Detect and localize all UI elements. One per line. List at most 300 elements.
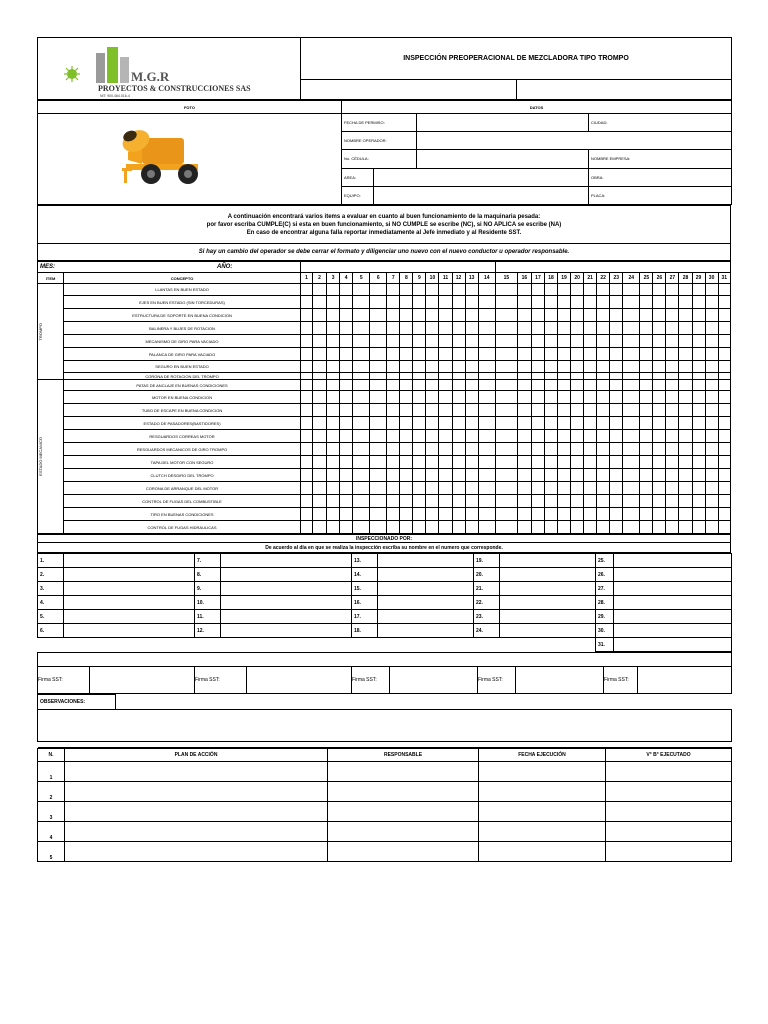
inspector-name-field[interactable] [614, 596, 732, 610]
check-cell[interactable] [517, 430, 531, 443]
check-cell[interactable] [413, 391, 426, 404]
check-cell[interactable] [640, 335, 653, 348]
check-cell[interactable] [666, 404, 679, 417]
check-cell[interactable] [400, 335, 413, 348]
check-cell[interactable] [544, 296, 557, 309]
check-cell[interactable] [653, 417, 666, 430]
check-cell[interactable] [597, 482, 610, 495]
check-cell[interactable] [623, 417, 640, 430]
check-cell[interactable] [610, 296, 623, 309]
check-cell[interactable] [558, 373, 571, 380]
check-cell[interactable] [558, 309, 571, 322]
check-cell[interactable] [718, 430, 730, 443]
check-cell[interactable] [370, 284, 387, 296]
check-cell[interactable] [679, 322, 692, 335]
check-cell[interactable] [584, 284, 597, 296]
check-cell[interactable] [623, 456, 640, 469]
check-cell[interactable] [327, 456, 340, 469]
check-cell[interactable] [495, 309, 517, 322]
check-cell[interactable] [653, 361, 666, 373]
check-cell[interactable] [653, 495, 666, 508]
check-cell[interactable] [584, 456, 597, 469]
check-cell[interactable] [340, 404, 353, 417]
check-cell[interactable] [327, 482, 340, 495]
check-cell[interactable] [413, 309, 426, 322]
check-cell[interactable] [301, 404, 313, 417]
check-cell[interactable] [653, 521, 666, 534]
check-cell[interactable] [640, 443, 653, 456]
check-cell[interactable] [400, 284, 413, 296]
check-cell[interactable] [370, 380, 387, 391]
check-cell[interactable] [400, 361, 413, 373]
check-cell[interactable] [571, 482, 584, 495]
check-cell[interactable] [653, 373, 666, 380]
check-cell[interactable] [478, 508, 495, 521]
check-cell[interactable] [679, 309, 692, 322]
check-cell[interactable] [495, 469, 517, 482]
check-cell[interactable] [439, 284, 452, 296]
check-cell[interactable] [465, 417, 478, 430]
check-cell[interactable] [623, 373, 640, 380]
check-cell[interactable] [597, 380, 610, 391]
check-cell[interactable] [584, 482, 597, 495]
check-cell[interactable] [623, 322, 640, 335]
check-cell[interactable] [387, 391, 400, 404]
check-cell[interactable] [679, 404, 692, 417]
check-cell[interactable] [640, 430, 653, 443]
check-cell[interactable] [544, 322, 557, 335]
check-cell[interactable] [531, 456, 544, 469]
check-cell[interactable] [370, 322, 387, 335]
check-cell[interactable] [679, 508, 692, 521]
check-cell[interactable] [353, 296, 370, 309]
fecha-field[interactable] [479, 802, 606, 822]
check-cell[interactable] [692, 456, 705, 469]
check-cell[interactable] [705, 443, 718, 456]
responsable-field[interactable] [328, 842, 479, 862]
check-cell[interactable] [705, 380, 718, 391]
check-cell[interactable] [340, 391, 353, 404]
check-cell[interactable] [640, 284, 653, 296]
check-cell[interactable] [517, 456, 531, 469]
check-cell[interactable] [426, 521, 439, 534]
check-cell[interactable] [353, 482, 370, 495]
check-cell[interactable] [370, 373, 387, 380]
fecha-permiso-field[interactable] [417, 114, 589, 132]
check-cell[interactable] [301, 335, 313, 348]
check-cell[interactable] [387, 443, 400, 456]
check-cell[interactable] [623, 508, 640, 521]
check-cell[interactable] [718, 296, 730, 309]
check-cell[interactable] [623, 296, 640, 309]
check-cell[interactable] [301, 322, 313, 335]
check-cell[interactable] [692, 348, 705, 361]
check-cell[interactable] [452, 521, 465, 534]
check-cell[interactable] [705, 508, 718, 521]
check-cell[interactable] [544, 495, 557, 508]
check-cell[interactable] [353, 508, 370, 521]
check-cell[interactable] [400, 404, 413, 417]
check-cell[interactable] [623, 443, 640, 456]
check-cell[interactable] [478, 284, 495, 296]
check-cell[interactable] [413, 443, 426, 456]
check-cell[interactable] [705, 335, 718, 348]
check-cell[interactable] [692, 430, 705, 443]
check-cell[interactable] [705, 417, 718, 430]
check-cell[interactable] [666, 456, 679, 469]
check-cell[interactable] [478, 361, 495, 373]
check-cell[interactable] [544, 380, 557, 391]
check-cell[interactable] [340, 456, 353, 469]
check-cell[interactable] [558, 404, 571, 417]
check-cell[interactable] [531, 284, 544, 296]
inspector-name-field[interactable] [614, 610, 732, 624]
check-cell[interactable] [718, 456, 730, 469]
check-cell[interactable] [558, 456, 571, 469]
check-cell[interactable] [327, 430, 340, 443]
check-cell[interactable] [558, 335, 571, 348]
check-cell[interactable] [478, 322, 495, 335]
check-cell[interactable] [353, 456, 370, 469]
check-cell[interactable] [718, 469, 730, 482]
check-cell[interactable] [571, 380, 584, 391]
check-cell[interactable] [531, 361, 544, 373]
check-cell[interactable] [301, 373, 313, 380]
check-cell[interactable] [610, 495, 623, 508]
check-cell[interactable] [370, 309, 387, 322]
check-cell[interactable] [439, 482, 452, 495]
check-cell[interactable] [327, 443, 340, 456]
check-cell[interactable] [718, 284, 730, 296]
check-cell[interactable] [387, 469, 400, 482]
check-cell[interactable] [692, 361, 705, 373]
inspector-name-field[interactable] [64, 582, 195, 596]
check-cell[interactable] [400, 380, 413, 391]
check-cell[interactable] [517, 417, 531, 430]
check-cell[interactable] [705, 322, 718, 335]
check-cell[interactable] [610, 469, 623, 482]
check-cell[interactable] [653, 482, 666, 495]
check-cell[interactable] [400, 521, 413, 534]
check-cell[interactable] [495, 417, 517, 430]
check-cell[interactable] [584, 430, 597, 443]
check-cell[interactable] [387, 296, 400, 309]
check-cell[interactable] [313, 322, 327, 335]
check-cell[interactable] [370, 335, 387, 348]
check-cell[interactable] [370, 430, 387, 443]
check-cell[interactable] [718, 482, 730, 495]
check-cell[interactable] [465, 296, 478, 309]
check-cell[interactable] [387, 284, 400, 296]
check-cell[interactable] [597, 417, 610, 430]
check-cell[interactable] [370, 296, 387, 309]
check-cell[interactable] [584, 404, 597, 417]
check-cell[interactable] [400, 391, 413, 404]
check-cell[interactable] [495, 508, 517, 521]
responsable-field[interactable] [328, 782, 479, 802]
check-cell[interactable] [370, 404, 387, 417]
check-cell[interactable] [439, 430, 452, 443]
check-cell[interactable] [478, 348, 495, 361]
check-cell[interactable] [623, 495, 640, 508]
check-cell[interactable] [640, 373, 653, 380]
check-cell[interactable] [387, 404, 400, 417]
check-cell[interactable] [353, 380, 370, 391]
check-cell[interactable] [478, 443, 495, 456]
check-cell[interactable] [679, 361, 692, 373]
check-cell[interactable] [452, 322, 465, 335]
check-cell[interactable] [692, 322, 705, 335]
fecha-field[interactable] [479, 762, 606, 782]
check-cell[interactable] [692, 373, 705, 380]
inspector-name-field[interactable] [378, 596, 474, 610]
check-cell[interactable] [517, 348, 531, 361]
check-cell[interactable] [558, 361, 571, 373]
check-cell[interactable] [439, 521, 452, 534]
check-cell[interactable] [340, 482, 353, 495]
check-cell[interactable] [558, 495, 571, 508]
check-cell[interactable] [584, 443, 597, 456]
check-cell[interactable] [571, 361, 584, 373]
check-cell[interactable] [301, 417, 313, 430]
check-cell[interactable] [584, 373, 597, 380]
check-cell[interactable] [327, 335, 340, 348]
check-cell[interactable] [531, 469, 544, 482]
check-cell[interactable] [495, 348, 517, 361]
check-cell[interactable] [623, 430, 640, 443]
check-cell[interactable] [478, 495, 495, 508]
check-cell[interactable] [452, 495, 465, 508]
check-cell[interactable] [387, 322, 400, 335]
check-cell[interactable] [370, 348, 387, 361]
check-cell[interactable] [400, 309, 413, 322]
check-cell[interactable] [679, 373, 692, 380]
check-cell[interactable] [705, 296, 718, 309]
check-cell[interactable] [353, 348, 370, 361]
check-cell[interactable] [666, 430, 679, 443]
check-cell[interactable] [597, 521, 610, 534]
check-cell[interactable] [531, 430, 544, 443]
check-cell[interactable] [313, 456, 327, 469]
check-cell[interactable] [653, 391, 666, 404]
check-cell[interactable] [439, 456, 452, 469]
firma-sst-field-3[interactable] [390, 667, 478, 694]
check-cell[interactable] [387, 482, 400, 495]
check-cell[interactable] [353, 361, 370, 373]
check-cell[interactable] [327, 322, 340, 335]
check-cell[interactable] [327, 348, 340, 361]
check-cell[interactable] [426, 335, 439, 348]
check-cell[interactable] [340, 373, 353, 380]
check-cell[interactable] [478, 456, 495, 469]
check-cell[interactable] [666, 391, 679, 404]
check-cell[interactable] [426, 309, 439, 322]
check-cell[interactable] [610, 309, 623, 322]
fecha-field[interactable] [479, 822, 606, 842]
check-cell[interactable] [439, 322, 452, 335]
check-cell[interactable] [439, 348, 452, 361]
check-cell[interactable] [495, 335, 517, 348]
check-cell[interactable] [452, 508, 465, 521]
check-cell[interactable] [370, 361, 387, 373]
check-cell[interactable] [718, 404, 730, 417]
check-cell[interactable] [313, 284, 327, 296]
check-cell[interactable] [301, 508, 313, 521]
inspector-name-field[interactable] [221, 610, 352, 624]
check-cell[interactable] [327, 380, 340, 391]
check-cell[interactable] [640, 309, 653, 322]
check-cell[interactable] [705, 404, 718, 417]
check-cell[interactable] [571, 373, 584, 380]
observaciones-field[interactable] [38, 710, 732, 742]
check-cell[interactable] [544, 482, 557, 495]
check-cell[interactable] [426, 417, 439, 430]
check-cell[interactable] [718, 391, 730, 404]
check-cell[interactable] [517, 391, 531, 404]
check-cell[interactable] [597, 430, 610, 443]
check-cell[interactable] [718, 443, 730, 456]
check-cell[interactable] [597, 391, 610, 404]
check-cell[interactable] [426, 348, 439, 361]
check-cell[interactable] [640, 322, 653, 335]
check-cell[interactable] [584, 495, 597, 508]
inspector-name-field[interactable] [64, 554, 195, 568]
check-cell[interactable] [495, 521, 517, 534]
check-cell[interactable] [353, 430, 370, 443]
check-cell[interactable] [544, 348, 557, 361]
check-cell[interactable] [439, 469, 452, 482]
inspector-name-field[interactable] [378, 610, 474, 624]
check-cell[interactable] [313, 296, 327, 309]
check-cell[interactable] [571, 404, 584, 417]
check-cell[interactable] [571, 417, 584, 430]
check-cell[interactable] [313, 335, 327, 348]
check-cell[interactable] [584, 309, 597, 322]
check-cell[interactable] [623, 284, 640, 296]
check-cell[interactable] [301, 391, 313, 404]
check-cell[interactable] [610, 380, 623, 391]
check-cell[interactable] [465, 380, 478, 391]
check-cell[interactable] [640, 391, 653, 404]
check-cell[interactable] [571, 322, 584, 335]
check-cell[interactable] [558, 322, 571, 335]
check-cell[interactable] [571, 495, 584, 508]
check-cell[interactable] [353, 322, 370, 335]
check-cell[interactable] [531, 443, 544, 456]
check-cell[interactable] [387, 495, 400, 508]
check-cell[interactable] [452, 417, 465, 430]
check-cell[interactable] [718, 361, 730, 373]
check-cell[interactable] [610, 373, 623, 380]
cedula-field[interactable] [417, 150, 589, 168]
check-cell[interactable] [413, 508, 426, 521]
check-cell[interactable] [544, 456, 557, 469]
check-cell[interactable] [623, 309, 640, 322]
check-cell[interactable] [705, 456, 718, 469]
check-cell[interactable] [544, 417, 557, 430]
check-cell[interactable] [301, 443, 313, 456]
check-cell[interactable] [313, 373, 327, 380]
nombre-operador-field[interactable] [417, 132, 732, 150]
check-cell[interactable] [544, 284, 557, 296]
check-cell[interactable] [313, 417, 327, 430]
check-cell[interactable] [327, 521, 340, 534]
check-cell[interactable] [452, 456, 465, 469]
check-cell[interactable] [718, 373, 730, 380]
equipo-field[interactable] [374, 186, 589, 204]
plan-field[interactable] [65, 822, 328, 842]
check-cell[interactable] [353, 417, 370, 430]
check-cell[interactable] [653, 443, 666, 456]
check-cell[interactable] [387, 335, 400, 348]
check-cell[interactable] [413, 373, 426, 380]
check-cell[interactable] [544, 309, 557, 322]
check-cell[interactable] [558, 508, 571, 521]
check-cell[interactable] [692, 284, 705, 296]
check-cell[interactable] [426, 284, 439, 296]
check-cell[interactable] [571, 348, 584, 361]
check-cell[interactable] [340, 469, 353, 482]
check-cell[interactable] [495, 322, 517, 335]
check-cell[interactable] [517, 309, 531, 322]
check-cell[interactable] [313, 391, 327, 404]
check-cell[interactable] [327, 391, 340, 404]
check-cell[interactable] [531, 417, 544, 430]
check-cell[interactable] [705, 495, 718, 508]
check-cell[interactable] [692, 335, 705, 348]
check-cell[interactable] [340, 284, 353, 296]
check-cell[interactable] [666, 322, 679, 335]
check-cell[interactable] [623, 391, 640, 404]
check-cell[interactable] [531, 521, 544, 534]
check-cell[interactable] [495, 380, 517, 391]
check-cell[interactable] [517, 482, 531, 495]
check-cell[interactable] [571, 469, 584, 482]
check-cell[interactable] [692, 495, 705, 508]
check-cell[interactable] [313, 521, 327, 534]
check-cell[interactable] [597, 508, 610, 521]
check-cell[interactable] [666, 417, 679, 430]
check-cell[interactable] [340, 521, 353, 534]
check-cell[interactable] [478, 373, 495, 380]
check-cell[interactable] [301, 284, 313, 296]
inspector-name-field[interactable] [500, 568, 596, 582]
inspector-name-field[interactable] [378, 568, 474, 582]
check-cell[interactable] [640, 417, 653, 430]
check-cell[interactable] [584, 380, 597, 391]
check-cell[interactable] [301, 361, 313, 373]
check-cell[interactable] [387, 373, 400, 380]
check-cell[interactable] [413, 322, 426, 335]
check-cell[interactable] [610, 348, 623, 361]
check-cell[interactable] [705, 521, 718, 534]
check-cell[interactable] [584, 361, 597, 373]
check-cell[interactable] [327, 469, 340, 482]
check-cell[interactable] [597, 335, 610, 348]
check-cell[interactable] [705, 284, 718, 296]
check-cell[interactable] [387, 521, 400, 534]
check-cell[interactable] [610, 430, 623, 443]
check-cell[interactable] [413, 417, 426, 430]
check-cell[interactable] [718, 380, 730, 391]
check-cell[interactable] [478, 404, 495, 417]
check-cell[interactable] [327, 373, 340, 380]
check-cell[interactable] [571, 443, 584, 456]
check-cell[interactable] [465, 361, 478, 373]
check-cell[interactable] [465, 322, 478, 335]
check-cell[interactable] [666, 309, 679, 322]
check-cell[interactable] [544, 373, 557, 380]
